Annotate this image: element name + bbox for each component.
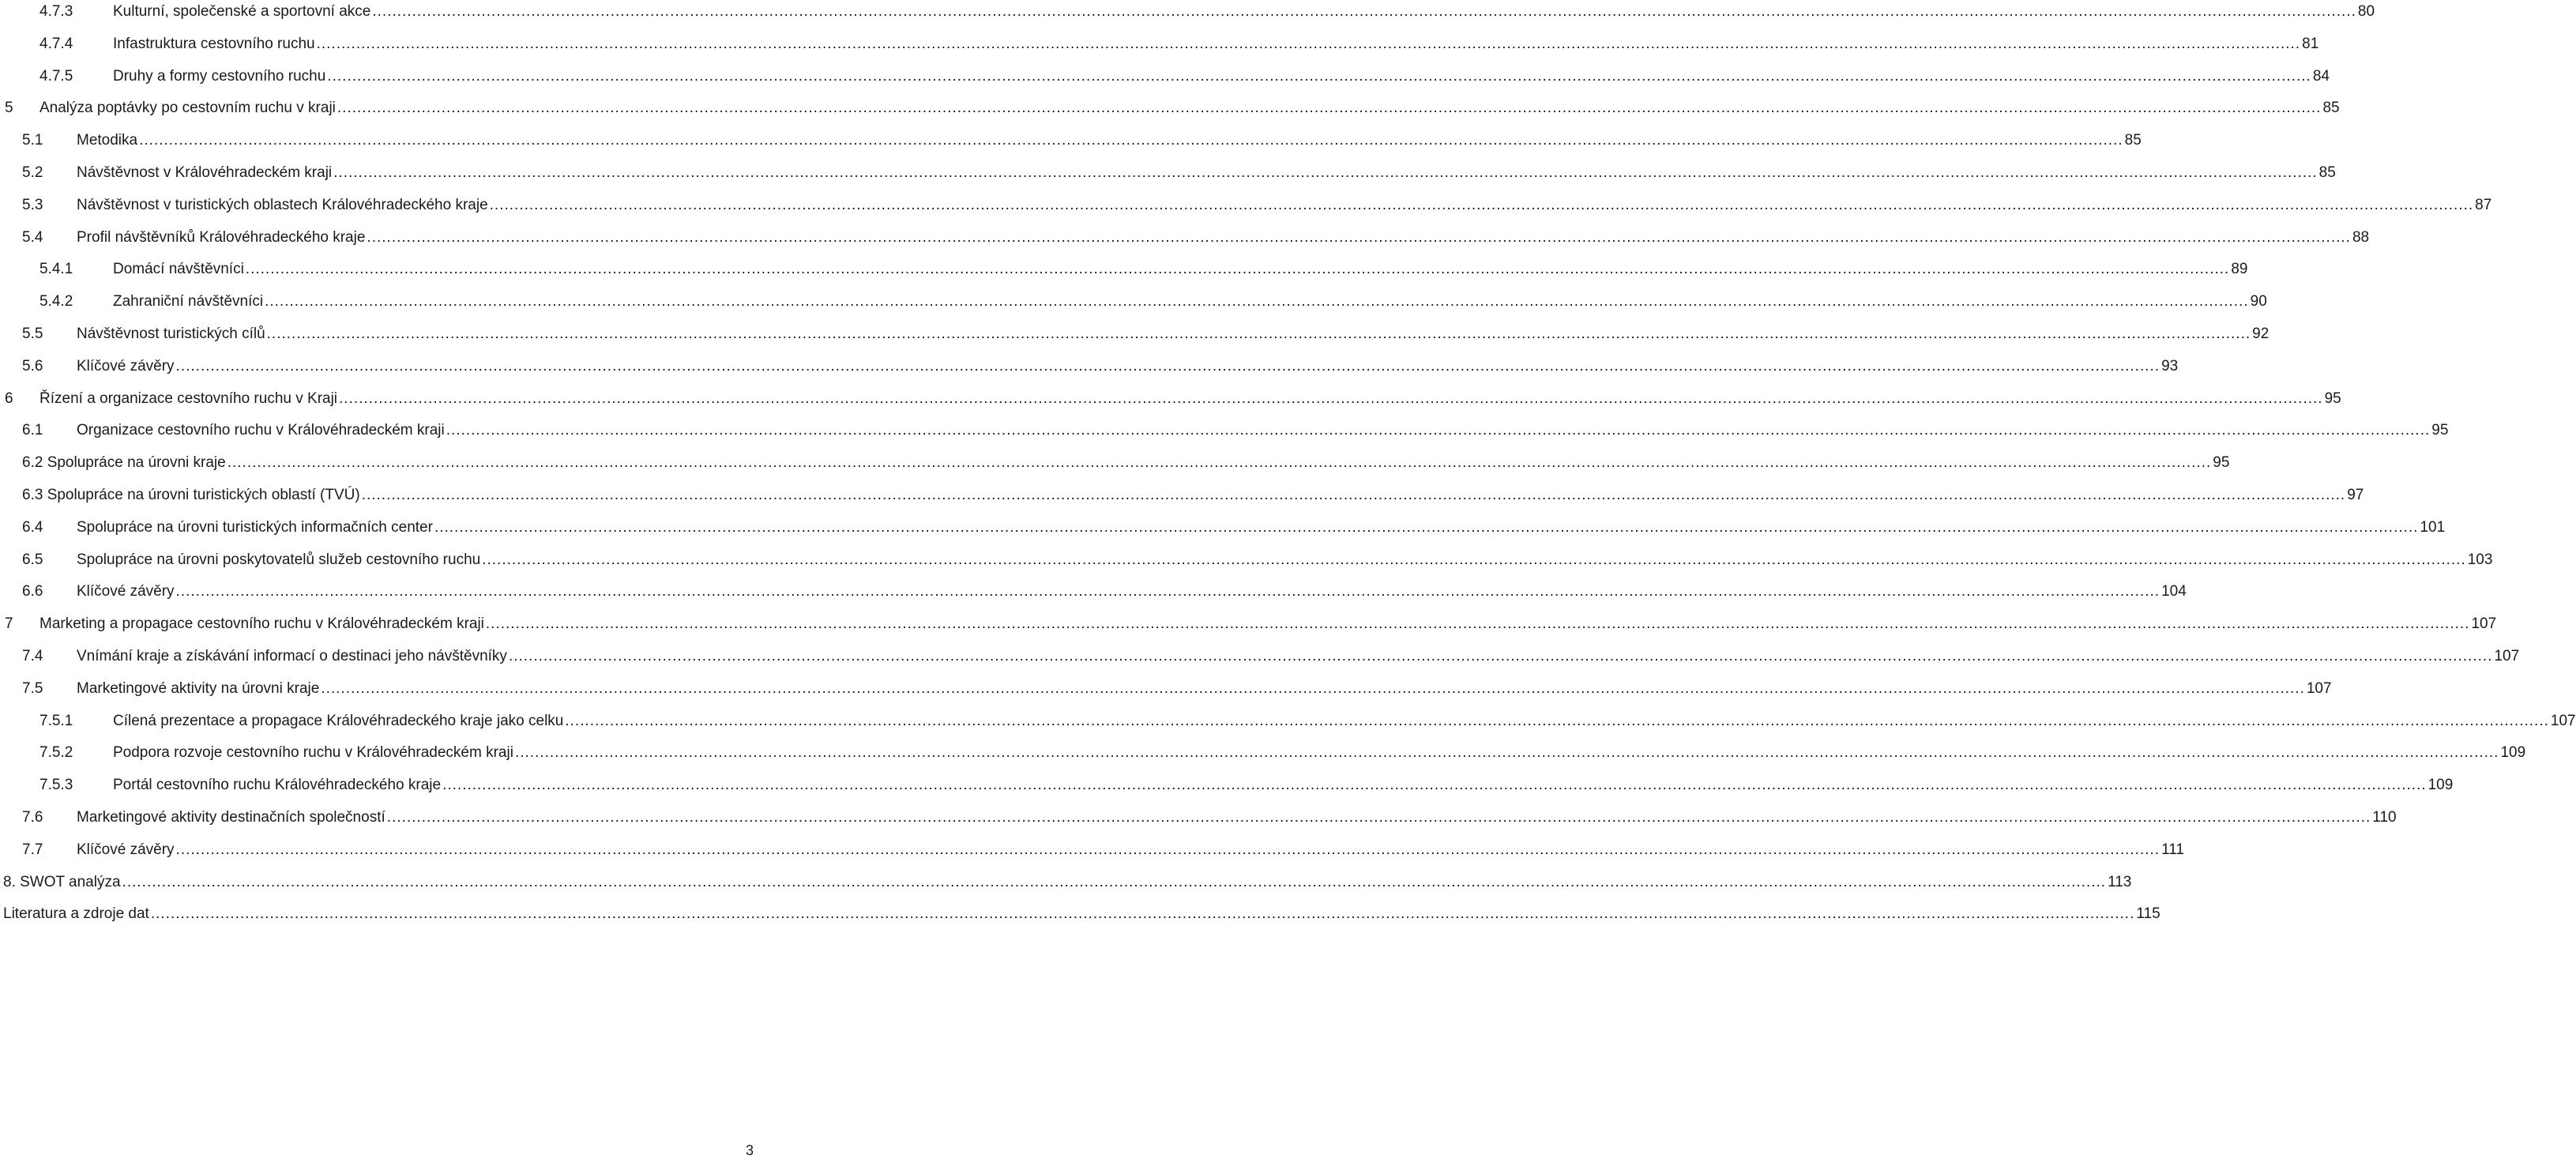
toc-entry-title: Podpora rozvoje cestovního ruchu v Královéhradeckém kraji <box>113 741 515 765</box>
toc-dot-leader: ................................................................................................................................................................................................................................................................................................................................................................................................................ <box>565 712 2549 729</box>
toc-entry[interactable] <box>0 322 2270 346</box>
toc-entry-page: 101 <box>2418 516 2445 540</box>
toc-dot-leader: ................................................................................................................................................................................................................................................................................................................................................................................................................ <box>434 518 2419 536</box>
toc-entry[interactable] <box>0 129 2142 152</box>
toc-dot-leader: ................................................................................................................................................................................................................................................................................................................................................................................................................ <box>508 648 2493 664</box>
toc-entry-page: 103 <box>2466 548 2493 572</box>
toc-entry-number: 6.5 <box>22 551 43 568</box>
toc-entry[interactable] <box>0 226 2370 250</box>
toc-dot-leader: ................................................................................................................................................................................................................................................................................................................................................................................................................ <box>122 873 2107 890</box>
toc-entry-page: 104 <box>2160 580 2187 604</box>
toc-dot-leader: ................................................................................................................................................................................................................................................................................................................................................................................................................ <box>150 905 2135 923</box>
toc-entry-title: Spolupráce na úrovni poskytovatelů služeb cestovního ruchu <box>77 548 482 572</box>
toc-entry[interactable] <box>0 65 2330 88</box>
toc-entry-title: Domácí návštěvníci <box>113 258 246 281</box>
toc-entry-title: Cílená prezentace a propagace Královéhradeckého kraje jako celku <box>113 709 565 733</box>
toc-entry[interactable] <box>0 355 2179 378</box>
toc-dot-leader: ................................................................................................................................................................................................................................................................................................................................................................................................................ <box>367 228 2351 246</box>
toc-entry-number: 6 <box>5 390 13 407</box>
toc-entry-page: 109 <box>2499 741 2525 765</box>
toc-entry[interactable] <box>0 419 2449 442</box>
toc-entry-number: 7.4 <box>22 648 43 664</box>
toc-entry-number: 4.7.3 <box>39 3 73 20</box>
toc-entry-title: Organizace cestovního ruchu v Královéhradeckém kraji <box>77 419 446 442</box>
toc-entry-number: 7.5 <box>22 679 43 697</box>
toc-dot-leader: ................................................................................................................................................................................................................................................................................................................................................................................................................ <box>327 67 2311 85</box>
toc-entry-page: 85 <box>2321 96 2339 120</box>
toc-entry[interactable] <box>0 387 2341 411</box>
toc-entry-number: 5.4 <box>22 228 43 246</box>
toc-entry-number: 7.5.1 <box>39 712 73 729</box>
toc-entry[interactable] <box>0 194 2492 217</box>
toc-entry-page: 89 <box>2229 258 2247 281</box>
toc-entry[interactable] <box>0 484 2364 507</box>
toc-entry[interactable] <box>0 612 2497 636</box>
toc-entry[interactable] <box>0 516 2446 540</box>
toc-dot-leader: ................................................................................................................................................................................................................................................................................................................................................................................................................ <box>361 487 2346 503</box>
toc-dot-leader: ................................................................................................................................................................................................................................................................................................................................................................................................................ <box>514 744 2499 762</box>
toc-entry-title: Kulturní, společenské a sportovní akce <box>113 0 372 24</box>
toc-entry[interactable] <box>0 645 2520 668</box>
toc-entry-title: 8. SWOT analýza <box>3 871 122 894</box>
toc-entry-number: 6.4 <box>22 518 43 536</box>
toc-entry-number: 5.6 <box>22 357 43 374</box>
toc-entry-title: Metodika <box>77 129 139 152</box>
toc-entry-title: Klíčové závěry <box>77 838 176 862</box>
toc-entry-title: 6.3 Spolupráce na úrovni turistických oblastí (TVÚ) <box>22 484 362 507</box>
toc-entry-page: 107 <box>2492 645 2519 668</box>
toc-dot-leader: ................................................................................................................................................................................................................................................................................................................................................................................................................ <box>337 100 2322 117</box>
toc-entry-page: 109 <box>2427 773 2454 797</box>
toc-entry-title: Druhy a formy cestovního ruchu <box>113 65 327 88</box>
toc-entry-number: 5.1 <box>22 132 43 149</box>
toc-entry-page: 95 <box>2323 387 2341 411</box>
toc-entry-page: 90 <box>2249 290 2267 314</box>
toc-entry-number: 5 <box>5 100 13 117</box>
toc-entry-page: 111 <box>2160 838 2184 862</box>
toc-entry[interactable] <box>0 161 2336 185</box>
toc-entry-number: 7 <box>5 615 13 633</box>
toc-entry-title: Marketing a propagace cestovního ruchu v Královéhradeckém kraji <box>39 612 486 636</box>
toc-entry-title: Infastruktura cestovního ruchu <box>113 32 317 56</box>
toc-entry-title: Zahraniční návštěvníci <box>113 290 265 314</box>
toc-entry-page: 115 <box>2134 902 2160 926</box>
toc-entry[interactable] <box>0 290 2267 314</box>
page-number: 3 <box>745 1142 754 1158</box>
toc-entry-title: Literatura a zdroje dat <box>3 902 151 926</box>
toc-entry-page: 92 <box>2251 322 2269 346</box>
toc-entry-page: 88 <box>2351 226 2369 250</box>
toc-entry[interactable] <box>0 871 2132 894</box>
toc-entry-title: Marketingové aktivity destinačních společností <box>77 806 387 830</box>
toc-dot-leader: ................................................................................................................................................................................................................................................................................................................................................................................................................ <box>227 454 2212 472</box>
toc-entry-page: 113 <box>2106 871 2131 894</box>
toc-entry-number: 7.5.3 <box>39 777 73 794</box>
toc-entry-page: 107 <box>2469 612 2496 636</box>
toc-entry[interactable] <box>0 96 2340 120</box>
toc-entry-page: 107 <box>2305 677 2332 701</box>
toc-entry[interactable] <box>0 32 2319 56</box>
toc-dot-leader: ................................................................................................................................................................................................................................................................................................................................................................................................................ <box>321 679 2305 697</box>
toc-entry-title: Spolupráce na úrovni turistických informačních center <box>77 516 434 540</box>
toc-dot-leader: ................................................................................................................................................................................................................................................................................................................................................................................................................ <box>316 35 2301 52</box>
toc-entry-number: 5.4.2 <box>39 293 73 311</box>
toc-entry-number: 6.6 <box>22 583 43 600</box>
toc-dot-leader: ................................................................................................................................................................................................................................................................................................................................................................................................................ <box>372 3 2356 20</box>
toc-entry-page: 87 <box>2473 194 2491 217</box>
toc-entry[interactable] <box>0 902 2160 926</box>
toc-entry-page: 95 <box>2430 419 2448 442</box>
toc-entry-number: 5.2 <box>22 164 43 181</box>
toc-entry[interactable] <box>0 709 2576 733</box>
toc-entry-title: Návštěvnost v turistických oblastech Královéhradeckého kraje <box>77 194 490 217</box>
toc-entry-number: 7.6 <box>22 809 43 826</box>
toc-entry-number: 7.7 <box>22 841 43 858</box>
toc-entry[interactable] <box>0 773 2454 797</box>
toc-entry-number: 6.1 <box>22 422 43 439</box>
toc-dot-leader: ................................................................................................................................................................................................................................................................................................................................................................................................................ <box>446 422 2431 439</box>
toc-entry-page: 85 <box>2123 129 2142 152</box>
toc-entry-number: 5.5 <box>22 326 43 342</box>
toc-dot-leader: ................................................................................................................................................................................................................................................................................................................................................................................................................ <box>175 841 2160 858</box>
toc-dot-leader: ................................................................................................................................................................................................................................................................................................................................................................................................................ <box>485 615 2470 633</box>
toc-entry[interactable] <box>0 838 2184 862</box>
toc-entry-number: 5.3 <box>22 196 43 213</box>
toc-entry[interactable] <box>0 451 2230 475</box>
toc-dot-leader: ................................................................................................................................................................................................................................................................................................................................................................................................................ <box>265 293 2249 311</box>
toc-entry-page: 84 <box>2311 65 2330 88</box>
toc-entry[interactable] <box>0 741 2526 765</box>
toc-entry-title: Klíčové závěry <box>77 355 176 378</box>
toc-dot-leader: ................................................................................................................................................................................................................................................................................................................................................................................................................ <box>333 164 2318 181</box>
toc-entry-title: Řízení a organizace cestovního ruchu v Kraji <box>39 387 339 411</box>
toc-entry-title: Profil návštěvníků Královéhradeckého kraje <box>77 226 367 250</box>
toc-dot-leader: ................................................................................................................................................................................................................................................................................................................................................................................................................ <box>482 551 2466 568</box>
toc-entry[interactable] <box>0 677 2332 701</box>
toc-entry-page: 110 <box>2371 806 2396 830</box>
toc-entry-title: Návštěvnost v Královéhradeckém kraji <box>77 161 333 185</box>
toc-entry-page: 81 <box>2300 32 2318 56</box>
toc-entry-number: 4.7.5 <box>39 67 73 85</box>
toc-entry-number: 7.5.2 <box>39 744 73 762</box>
toc-entry-title: Návštěvnost turistických cílů <box>77 322 267 346</box>
toc-entry-title: Marketingové aktivity na úrovni kraje <box>77 677 321 701</box>
toc-entry[interactable] <box>0 548 2493 572</box>
toc-dot-leader: ................................................................................................................................................................................................................................................................................................................................................................................................................ <box>175 583 2160 600</box>
toc-entry-number: 5.4.1 <box>39 261 73 278</box>
toc-entry-title: Analýza poptávky po cestovním ruchu v kraji <box>39 96 337 120</box>
toc-dot-leader: ................................................................................................................................................................................................................................................................................................................................................................................................................ <box>442 777 2427 794</box>
toc-entry-title: 6.2 Spolupráce na úrovni kraje <box>22 451 228 475</box>
toc-entry-title: Vnímání kraje a získávání informací o destinaci jeho návštěvníky <box>77 645 509 668</box>
toc-entry-page: 95 <box>2211 451 2229 475</box>
toc-dot-leader: ................................................................................................................................................................................................................................................................................................................................................................................................................ <box>386 809 2371 826</box>
toc-dot-leader: ................................................................................................................................................................................................................................................................................................................................................................................................................ <box>175 357 2160 374</box>
toc-entry-page: 80 <box>2356 0 2375 24</box>
toc-entry-page: 107 <box>2549 709 2576 733</box>
toc-dot-leader: ................................................................................................................................................................................................................................................................................................................................................................................................................ <box>489 196 2474 213</box>
toc-dot-leader: ................................................................................................................................................................................................................................................................................................................................................................................................................ <box>245 261 2230 278</box>
toc-entry-page: 97 <box>2345 484 2364 507</box>
toc-entry-page: 85 <box>2318 161 2336 185</box>
toc-entry[interactable] <box>0 0 2375 24</box>
toc-entry[interactable] <box>0 806 2397 830</box>
toc-dot-leader: ................................................................................................................................................................................................................................................................................................................................................................................................................ <box>266 326 2251 342</box>
toc-entry[interactable] <box>0 258 2248 281</box>
toc-entry-page: 93 <box>2160 355 2178 378</box>
toc-entry-title: Portál cestovního ruchu Královéhradeckého kraje <box>113 773 442 797</box>
toc-dot-leader: ................................................................................................................................................................................................................................................................................................................................................................................................................ <box>139 132 2123 149</box>
toc-entry-number: 4.7.4 <box>39 35 73 52</box>
toc-entry-title: Klíčové závěry <box>77 580 176 604</box>
toc-entry[interactable] <box>0 580 2187 604</box>
toc-dot-leader: ................................................................................................................................................................................................................................................................................................................................................................................................................ <box>339 390 2323 407</box>
